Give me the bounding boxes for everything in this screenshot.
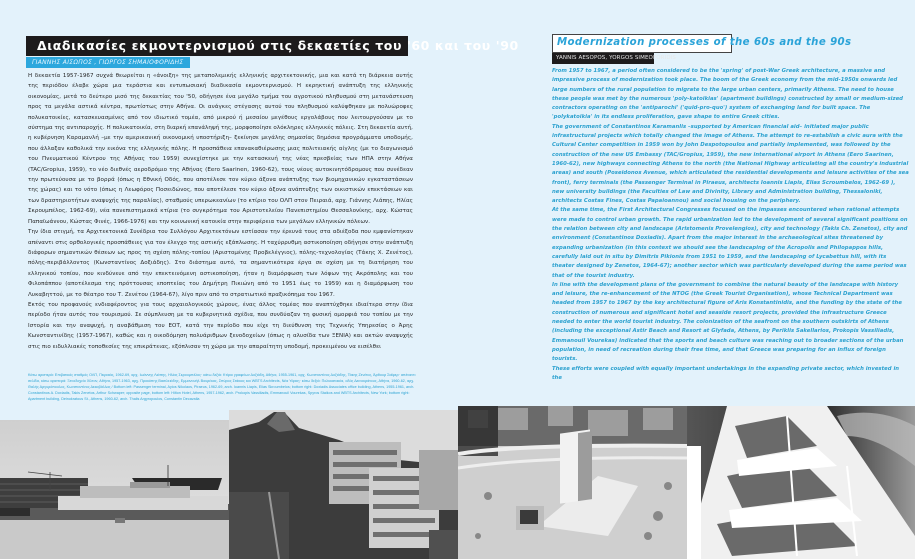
- english-paragraph: These efforts were coupled with equally important undertakings in the expanding private sector, which invested in the: [552, 365, 900, 381]
- greek-paragraph: Την ίδια στιγμή, τα Αρχιτεκτονικά Συνέδρια του Συλλόγου Αρχιτεκτόνων εστίασαν την έρευνά τους στα αδιέξοδα που εμφανίστηκαν απέναντι στις ορθολογικές προσπάθειες για τον έλεγχο της αστικής εξάπλωσης. Η ταχύρρυθμη αστικοποίηση οδήγησε στην ανάπτυξη διάφορων σημαντικών θέσεων ως προς τη σχέση πόλης-τοπίου (Αριστομένης Προβελέγγιος), πόλης-τεχνολογίας (Τάκης Χ. Ζενέτος), πόλης-περιβάλλοντος (Κωνσταντίνος Δοξιάδης). Στο διάστημα αυτό, τα σημαντικότερα έργα σε σχέση με τη διατήρηση του ελληνικού τοπίου, που κινδύνευε από την επεκτεινόμενη αστικοποίηση, ήταν η διαμόρφωση των λόφων της Ακρόπολης και του Φιλοπάππου (αποτέλεσμα της πρόττουσας εποπτείας του Δημήτρη Πικιώνη από το 1951 έως το 1959) και η διαμόρφωση του Λυκαβηττού, με το θέατρο του Τ. Ζενέτου (1964-67), λίγο πριν από το στρατιωτικό πραξικόπημα του 1967.: [28, 229, 413, 298]
- english-paragraph: From 1957 to 1967, a period often considered to be the 'spring' of post-War Greek architecture, a massive and impressive process of modernization took place. The boom of the Greek economy from the mid-1950s onwards led large numbers of the rural population to migrate to the large urban centers, primarily Athens. The need to house these people was met by the numerous 'poly-katoikias' (apartment buildings) constructed by small or medium-sized contractors operating on the 'antiparochi' ('quid-pro-quo') system of exchanging land for built space. The 'polykatoikia' in its endless proliferation, gave shape to entire Greek cities.: [552, 68, 903, 121]
- greek-article-title: Διαδικασίες εκμοντερνισμού στις δεκαετίες του '60 και του '90: [26, 36, 408, 56]
- apartment-building-deinokratous-photo: [687, 406, 915, 559]
- english-article-body: [552, 67, 909, 383]
- greek-authors-label: ΓΙΑΝΝΗΣ ΑΙΣΩΠΟΣ , ΓΙΩΡΓΟΣ ΣΗΜΑΙΟΦΟΡΙΔΗΣ: [26, 57, 190, 68]
- english-paragraph: In line with the development plans of the government to combine the natural beauty of the landscape with history and leisure, the re-enhancement of the NTOG (the Greek Tourist Organisation), whose Technical Department was headed from 1957 to 1967 by the key architectural figure of Aris Konstantinidis, and the funding by the state of the construction of numerous and significant hotel and seaside resort projects, provided the infrastructure Greece needed to enter the world tourist industry. The colonization of the seafront on the southern outskirts of Athens (including the exceptional Astir Beach and Resort at Glyfada, Athens, by Periklis Sakellarios, Prokopis Vassiliadis, Emmanouil Vourekas) indicated that the sports and beach culture was reaching out to broader sections of the urban population, in need of recreation during their free time, and that Greece was preparing for an influx of foreign tourists.: [552, 281, 904, 363]
- english-article-title: Modernization processes of the 60s and the 90s: [552, 34, 732, 53]
- english-paragraph: The government of Constantinos Karamanlis –supported by American financial aid– initiated major public infrastructural projects which totally changed the image of Athens. The attempt to re-establish a civic aura with the Cultural Center competition in 1959 won by John Despotopoulos and partially implemented, was followed by the construction of the new US Embassy (TAC/Gropius, 1959), the new international airport in Athens (Eero Saarinen, 1960-62), new highways connecting Athens to the north (the National Highway articulating all the country's industrial areas) and south (Poseidonos Avenue, which articulated the residential developments and leisure activities of the sea front), ferry terminals (the Passenger Terminal in Piraeus, architects Ioannis Liapis, Elias Scroumbelos, 1962-69 ), new university buildings (the Faculties of Law and Divinity, Library and Administration building, Thessaloniki, architects Costas Fines, Costas Papaioannou) and social housing on the periphery.: [552, 123, 909, 205]
- english-paragraph: At the same time, the First Architectural Congresses focused on the impasses encountered when rational attempts were made to control urban growth. The rapid urbanization led to the development of several significant positions on the relation between city and landscape (Aristomenis Provelengios), city and technology (Takis Ch. Zenetos), city and environment (Constantinos Doxiadis). Apart from the major interest in the archaeological sites threatened by expanding urbanization (in this context we should see the landscaping of the Acropolis and Philopappos hills, carefully laid out in situ by Dimitris Pikionis from 1951 to 1959, and the landscaping of Lycabettus hill, with its theater designed by Zenetos, 1964-67); another sector which was particularly developed during the same period was that of the tourist industry.: [552, 207, 908, 279]
- hilton-hotel-athens-photo: [458, 406, 687, 559]
- greek-article-body: [28, 71, 413, 352]
- photo-caption: Κάτω αριστερά: Επιβατικός σταθμός ΟΛΠ, Πειραιάς, 1962-69, αρχ. Ιωάννης Λιάπης, Ηλίας Σκρουμπέλος· κάτω δεξιά: Κτίριο γραφείων Δοξιάδη, Αθήνα, 1955-1961, αρχ. Κωνσταντίνος Δοξιάδης, Τάκης Ζενέτος, Άρθουρ Σαϊφερ· απέναντι σελίδα, κάτω αριστερά: Ξενοδοχείο Χίλτον, Αθήνα, 1957-1963, αρχ. Προκόπης Βασιλειάδης, Εμμανουήλ Βουρέκας, Σπύρος Στάικος και WBTS Architects, Νέα Υόρκη· κάτω δεξιά: Πολυκατοικία, οδός Δεινοκράτους, Αθήνα, 1960-62, αρχ. Θαλής Αργυρόπουλος, Κωνσταντίνος Δεκαβάλλας / Bottom left: Passenger terminal, Ayios Nikolaos, Piraeus, 1962-69, arch. Ioannis Liapis, Elias Skroumbelos; bottom right: Doxiadis Associates office building, Athens, 1955-1961, arch. Constantinos A. Doxiadis, Takis Zenetos, Arthur Schwaper; opposite page, bottom left: Hilton Hotel, Athens, 1957-1962, arch. Prokopis Vassiliadis, Emmanouil Vourekas, Spyros Staikos and WBTS Architects, New York; bottom right: Apartment building, Deinokratous St., Athens, 1960-62, arch. Thalis Argyropoulos, Constantin Decavalla: [28, 373, 416, 402]
- greek-paragraph: Εκτός του προφανούς ενδιαφέροντος για τους αρχαιολογικούς χώρους, ένας άλλος τομέας που αναπτύχθηκε ιδιαίτερα στην ίδια περίοδο ήταν αυτός του τουρισμού. Σε σύμπλευση με τα κυβερνητικά σχέδια, που συνδύαζαν τη φυσική ομορφιά του τοπίου με την Ιστορία και την αναψυχή, η αναβάθμιση του ΕΟΤ, κατά την περίοδο που είχε τη διεύθυνση της Τεχνικής Υπηρεσίας ο Άρης Κωνσταντινίδης (1957-1967), καθώς και η οικοδόμηση πολυάριθμων ξενοδοχείων (όπως η αλυσίδα των ΞΕΝΙΑ) και ακτών αναψυχής στις πιο ειδυλλιακές τοποθεσίες της επικράτειας, εξόπλισαν τη χώρα με την απαραίτητη υποδομή, προκειμένου να εισέλθει: [28, 301, 413, 350]
- passenger-terminal-piraeus-photo: [0, 420, 229, 559]
- doxiadis-office-building-photo: [229, 410, 458, 559]
- english-authors-label: YANNIS AESOPOS, YORGOS SIMEOFORIDIS: [552, 53, 654, 64]
- greek-paragraph: Η δεκαετία 1957-1967 συχνά θεωρείται η «άνοιξη» της μεταπολεμικής ελληνικής αρχιτεκτονικής, μια και κατά τη διάρκεια αυτής της περιόδου έλαβε χώρα μια τεράστια και εντυπωσιακή διαδικασία εκμοντερνισμού. Η εκρηκτική ανάπτυξη της ελληνικής οικονομίας, μετά το δεύτερο μισό της δεκαετίας του '50, οδήγησε ένα μεγάλο τμήμα του αγροτικού πληθυσμού στη μετανάστευση προς τα μεγάλα αστικά κέντρα, πρωτίστως στην Αθήνα. Οι ανάγκες στέγασης αυτού του πληθυσμού καλύφθηκαν με πολυώροφες πολυκατοικίες, κατασκευασμένες από τον ιδιωτικό τομέα, από μικρού ή μεσαίου μεγέθους εργολάβους που λειτουργούσαν με το σύστημα της αντιπαροχής. Η πολυκατοικία, στη διαρκή επανάληψή της, μορφοποίησε ολόκληρες ελληνικές πόλεις. Στη δεκαετία αυτή, η κυβέρνηση Καραμανλή –με την αμερικανική οικονομική υποστήριξη– ξεκίνησε μεγάλης σημασίας δημόσια προγράμματα υποδομής, που άλλαξαν καθολικά την εικόνα της ελληνικής πόλης. Η προσπάθεια επανακαθιέρωσης μιας πολιτειακής αίγλης (με το διαγωνισμό του Πνευματικού Κέντρου της Αθήνας του 1959) συνεχίστηκε με την κατασκευή της νέας πρεσβείας των ΗΠΑ στην Αθήνα (TAC/Gropius, 1959), το νέο διεθνές αεροδρόμιο της Αθήνας (Eero Saarinen, 1960-62), τους νέους αυτοκινητόδρομους που συνέδεαν την πρωτεύουσα με το βορρά (όπως η Εθνική Οδός, που αποτέλεσε τον κύριο άξονα ανάπτυξης των βιομηχανικών εγκαταστάσεων της χώρας) και το νότο (όπως η Λεωφόρος Ποσειδώνος, που αποτέλεσε τον κύριο άξονα ανάπτυξης των οικιστικών επεκτάσεων και των δραστηριοτήτων αναψυχής της παραλίας), σταθμούς υπερωκεανίων (το κτίριο του ΟΛΠ στον Πειραιά, αρχ. Γιάννης Λιάπης, Ηλίας Σκρουμπέλος, 1962-69), νέα πανεπιστημιακά κτίρια (το συγκρότημα του Αριστοτελείου Πανεπιστημίου Θεσσαλονίκης, αρχ. Κώστας Παπαϊωάννου, Κώστας Φινές, 1966-1976) και την κοινωνική κατοικία στην περιφέρεια των μεγάλων ελληνικών πόλεων.: [28, 73, 413, 225]
